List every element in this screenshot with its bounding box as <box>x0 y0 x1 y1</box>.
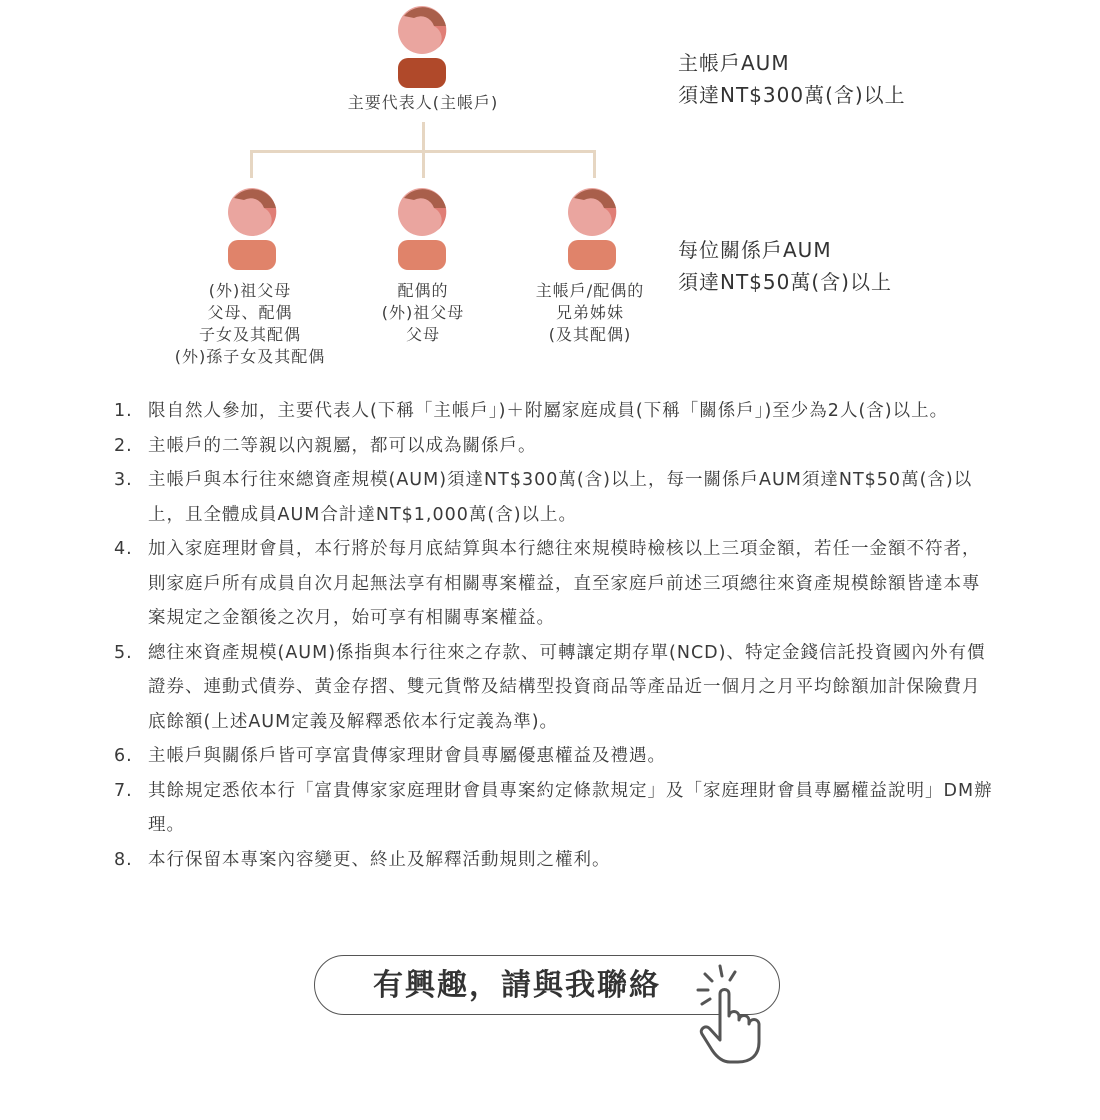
rule-item <box>114 394 994 429</box>
rule-number: 6. <box>114 746 133 766</box>
rule-number: 5. <box>114 642 133 663</box>
group-line: (外)祖父母 <box>381 303 465 322</box>
related-person-icon <box>224 186 284 276</box>
rule-text: 其餘規定悉依本行「富貴傳家家庭理財會員專案約定條款規定」及「家庭理財會員專屬權益說明」DM辦理。 <box>148 780 993 835</box>
contact-button-label: 有興趣，請與我聯絡 <box>373 968 661 1003</box>
group-line: 父母、配偶 <box>207 303 293 322</box>
connector-middle <box>422 150 425 178</box>
rules-list <box>114 394 994 877</box>
group-line: 子女及其配偶 <box>198 325 301 344</box>
related-person-icon <box>394 186 454 276</box>
group-label-spouse-family <box>348 280 498 346</box>
primary-person-icon <box>394 4 454 94</box>
rule-item <box>114 429 994 464</box>
rule-number: 4. <box>114 539 133 559</box>
rule-text: 主帳戶與關係戶皆可享富貴傳家理財會員專屬優惠權益及禮遇。 <box>148 746 666 766</box>
connector-trunk <box>422 122 425 152</box>
rule-number: 2. <box>114 435 133 456</box>
rule-number: 8. <box>114 849 133 870</box>
rule-number: 7. <box>114 780 133 801</box>
group-line: (外)孫子女及其配偶 <box>174 347 326 366</box>
rule-text: 限自然人參加，主要代表人(下稱「主帳戶」)＋附屬家庭成員(下稱「關係戶」)至少為2人(含)以上。 <box>148 401 949 421</box>
rule-item <box>114 843 994 878</box>
rule-text: 加入家庭理財會員，本行將於每月底結算與本行總往來規模時檢核以上三項金額，若任一金額不符者，則家庭戶所有成員自次月起無法享有相關專案權益，直至家庭戶前述三項總往來資產規模餘額皆達本專案規定之金額後之次月，始可享有相關專案權益。 <box>148 539 981 628</box>
group-line: 配偶的 <box>397 281 449 300</box>
primary-aum-title: 主帳戶AUM <box>678 51 790 75</box>
group-line: (及其配偶) <box>548 325 632 344</box>
related-aum-title: 每位關係戶AUM <box>678 238 832 262</box>
group-label-lineal <box>150 280 350 368</box>
connector-right <box>593 150 596 178</box>
rule-number: 3. <box>114 470 133 490</box>
related-person-icon <box>564 186 624 276</box>
related-aum-amount: 須達NT$50萬(含)以上 <box>678 270 892 294</box>
primary-aum-note <box>678 47 906 111</box>
group-line: (外)祖父母 <box>208 281 292 300</box>
rule-item <box>114 739 994 774</box>
rule-text: 總往來資產規模(AUM)係指與本行往來之存款、可轉讓定期存單(NCD)、特定金錢信託投資國內外有價證券、連動式債券、黃金存摺、雙元貨幣及結構型投資商品等產品近一個月之月平均餘額加計保險費月底餘額(上述AUM定義及解釋悉依本行定義為準)。 <box>148 642 986 732</box>
rule-item <box>114 532 994 636</box>
group-label-siblings <box>510 280 670 346</box>
primary-label: 主要代表人(主帳戶) <box>347 93 499 112</box>
rule-text: 本行保留本專案內容變更、終止及解釋活動規則之權利。 <box>148 849 611 870</box>
primary-aum-amount: 須達NT$300萬(含)以上 <box>678 83 906 107</box>
rule-item <box>114 636 994 740</box>
connector-left <box>250 150 253 178</box>
rule-item <box>114 774 994 843</box>
rule-number: 1. <box>114 401 133 421</box>
group-line: 父母 <box>405 325 440 344</box>
group-line: 兄弟姊妹 <box>555 303 624 322</box>
rule-text: 主帳戶的二等親以內親屬，都可以成為關係戶。 <box>148 435 537 456</box>
pointer-hand-icon[interactable] <box>690 958 800 1068</box>
rule-item <box>114 463 994 532</box>
related-aum-note <box>678 234 892 298</box>
rule-text: 主帳戶與本行往來總資產規模(AUM)須達NT$300萬(含)以上，每一關係戶AUM須達NT$50萬(含)以上，且全體成員AUM合計達NT$1,000萬(含)以上。 <box>148 470 973 525</box>
group-line: 主帳戶/配偶的 <box>535 281 645 300</box>
